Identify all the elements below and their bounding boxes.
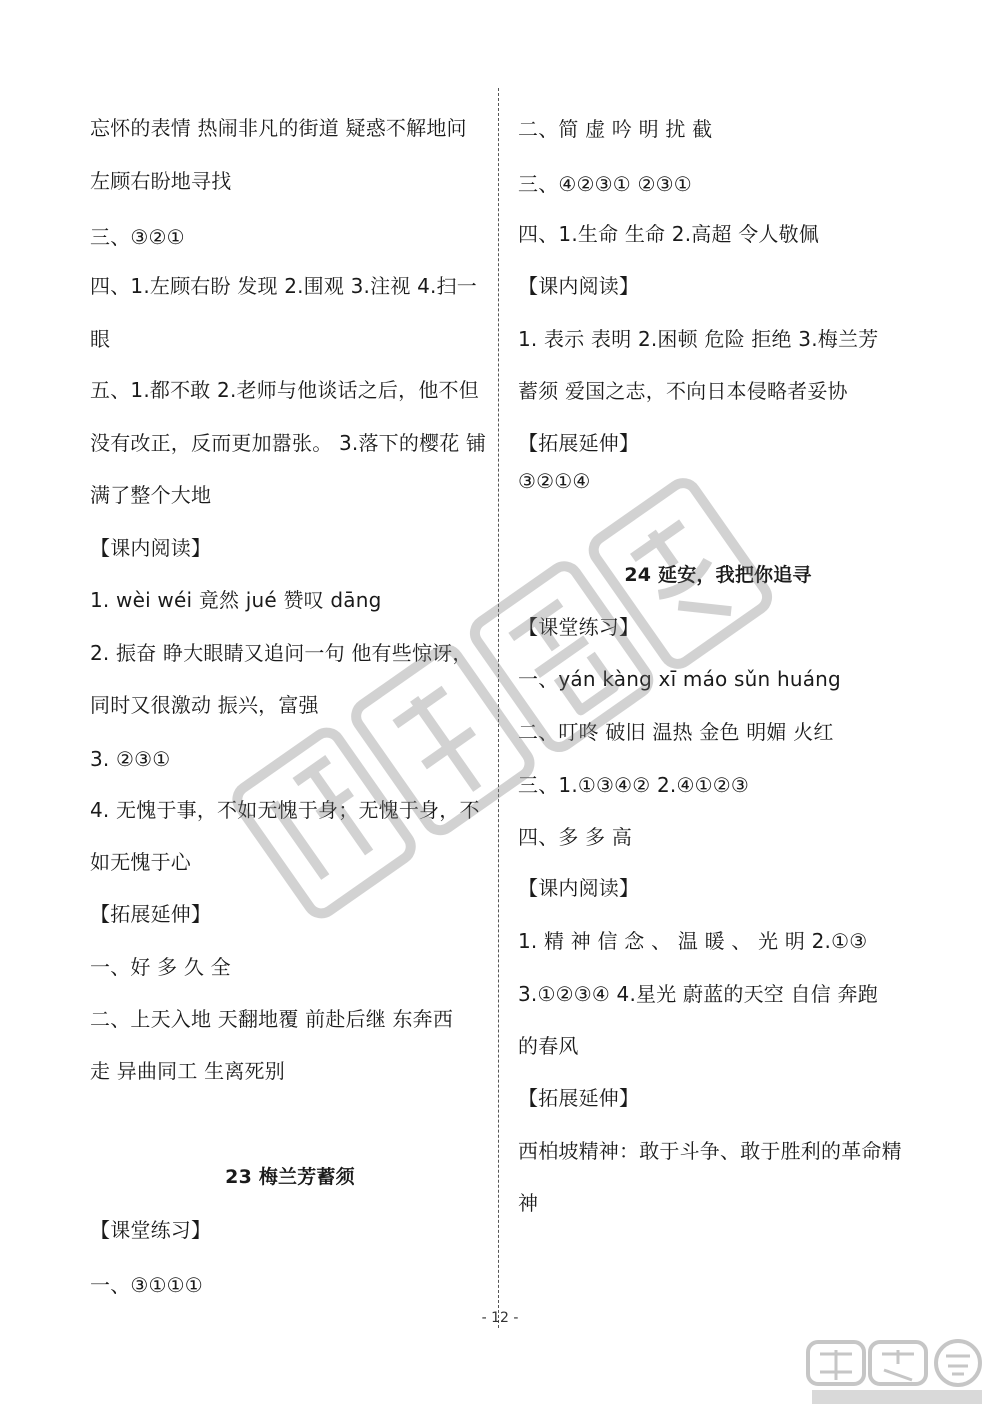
text-line: 一、好 多 久 全	[90, 955, 231, 979]
text-line: 二、上天入地 天翻地覆 前赴后继 东奔西	[90, 1007, 454, 1031]
text-line: 神	[518, 1191, 539, 1215]
text-line: 同时又很激动 振兴，富强	[90, 693, 319, 717]
section-heading: 【课内阅读】	[90, 536, 212, 560]
section-heading: 【拓展延伸】	[518, 1086, 640, 1110]
text-line: 满了整个大地	[90, 483, 212, 507]
text-line: 走 异曲同工 生离死别	[90, 1059, 285, 1083]
text-line: 蓄须 爱国之志，不向日本侵略者妥协	[518, 379, 848, 403]
text-line: 的春风	[518, 1034, 579, 1058]
text-line: 四、多 多 高	[518, 825, 633, 849]
section-heading: 【课堂练习】	[518, 615, 640, 639]
text-line: 4. 无愧于事，不如无愧于身；无愧于身，不	[90, 798, 480, 822]
section-heading: 【课内阅读】	[518, 274, 640, 298]
section-heading: 【拓展延伸】	[90, 902, 212, 926]
text-line: 3. ②③①	[90, 747, 171, 771]
section-heading: 【拓展延伸】	[518, 431, 640, 455]
text-line: 2. 振奋 睁大眼睛又追问一句 他有些惊讶，	[90, 641, 473, 665]
text-line: 3.①②③④ 4.星光 蔚蓝的天空 自信 奔跑	[518, 982, 878, 1006]
section-heading: 【课内阅读】	[518, 876, 640, 900]
section-24-title: 24 延安，我把你追寻	[624, 564, 812, 586]
text-line: 四、1.生命 生命 2.高超 令人敬佩	[518, 222, 820, 246]
corner-logo	[802, 1338, 992, 1408]
text-line: 1. wèi wéi 竟然 jué 赞叹 dāng	[90, 588, 382, 612]
column-divider	[498, 88, 499, 1328]
text-line: 左顾右盼地寻找	[90, 169, 232, 193]
text-line: 五、1.都不敢 2.老师与他谈话之后，他不但	[90, 378, 479, 402]
text-line: 三、1.①③④② 2.④①②③	[518, 773, 749, 797]
text-line: 忘怀的表情 热闹非凡的街道 疑惑不解地问	[90, 116, 467, 140]
section-heading: 【课堂练习】	[90, 1218, 212, 1242]
text-line: 二、叮咚 破旧 温热 金色 明媚 火红	[518, 720, 834, 744]
section-23-title: 23 梅兰芳蓄须	[225, 1166, 355, 1188]
text-line: 没有改正，反而更加嚣张。 3.落下的樱花 铺	[90, 431, 487, 455]
text-line: 1. 精 神 信 念 、 温 暖 、 光 明 2.①③	[518, 929, 868, 953]
text-line: 西柏坡精神：敢于斗争、敢于胜利的革命精	[518, 1139, 902, 1163]
text-line: 三、④②③① ②③①	[518, 172, 692, 196]
text-line: 三、③②①	[90, 225, 185, 249]
text-line: ③②①④	[518, 469, 591, 493]
text-line: 四、1.左顾右盼 发现 2.围观 3.注视 4.扫一	[90, 274, 477, 298]
page-number: - 12 -	[481, 1310, 519, 1326]
text-line: 二、简 虚 吟 明 扰 截	[518, 117, 713, 141]
text-line: 一、③①①①	[90, 1273, 203, 1297]
text-line: 如无愧于心	[90, 850, 191, 874]
text-line: 一、yán kàng xī máo sǔn huáng	[518, 667, 841, 691]
text-line: 眼	[90, 327, 111, 351]
text-line: 1. 表示 表明 2.困顿 危险 拒绝 3.梅兰芳	[518, 327, 879, 351]
